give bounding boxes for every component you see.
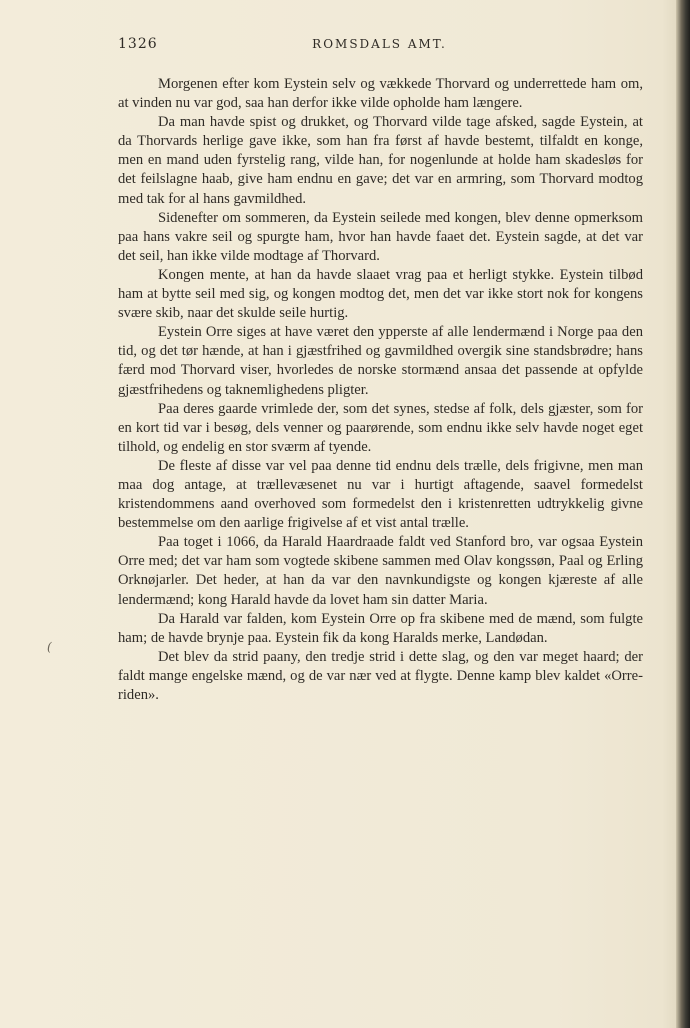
page-edge <box>676 0 690 1028</box>
paragraph: De fleste af disse var vel paa denne tid endnu dels trælle, dels frigivne, men man maa dog antage, at trællevæsenet nu var i hurtigt aftagende, saavel formedelst kristendommens aand overhoved som formedelst den i kristenretten udtrykkelig givne bestemmelse om den aarlige frigivelse af et vist antal trælle. <box>118 457 643 532</box>
paragraph: Morgenen efter kom Eystein selv og vækkede Thorvard og underrettede ham om, at vinden nu var god, saa han derfor ikke vilde opholde ham længere. <box>118 76 643 112</box>
margin-mark: ( <box>47 640 52 654</box>
body-text <box>118 75 643 705</box>
paragraph: Paa deres gaarde vrimlede der, som det synes, stedse af folk, dels gjæster, som for en kort tid var i besøg, dels venner og paarørende, som endnu ikke selv havde noget eget tilhold, og endelig en stor sværm af tyende. <box>118 400 643 455</box>
paragraph: Eystein Orre siges at have været den ypperste af alle lendermænd i Norge paa den tid, og det tør hænde, at han i gjæstfrihed og gavmildhed overgik sine standsbrødre; hans færd mod Thorvard viser, hvorledes de norske stormænd ansaa det passende at opfylde gjæstfrihedens og taknemlighedens pligter. <box>118 324 643 398</box>
running-title: ROMSDALS AMT. <box>312 37 447 51</box>
paragraph: Kongen mente, at han da havde slaaet vrag paa et herligt stykke. Eystein tilbød ham at bytte seil med sig, og kongen modtog det, men det var ikke stort nok for kongens svære skib, naar det skulde seile hurtig. <box>118 266 643 322</box>
page-number: 1326 <box>118 36 158 52</box>
paragraph: Da man havde spist og drukket, og Thorvard vilde tage afsked, sagde Eystein, at da Thorvards herlige gave ikke, som han fra først af havde bestemt, tilfaldt en konge, men en mand uden fyrstelig rang, vilde han, for nogenlunde at holde ham skadesløs for det feilslagne haab, give ham endnu en gave; det var en armring, som Thorvard modtog med tak for al hans gavmildhed. <box>118 114 643 207</box>
paragraph: Sidenefter om sommeren, da Eystein seilede med kongen, blev denne opmerksom paa hans vakre seil og spurgte ham, hvor han havde faaet det. Eystein sagde, at det var det seil, han ikke vilde modtage af Thorvard. <box>118 209 643 264</box>
paragraph: Paa toget i 1066, da Harald Haardraade faldt ved Stanford bro, var ogsaa Eystein Orre med; det var ham som vogtede skibene sammen med Olav kongssøn, Paal og Erling Orknøjarler. Det heder, at han da var den navnkundigste og kongen kjæreste af alle lendermænd; kong Harald havde da lovet ham sin datter Maria. <box>118 534 643 608</box>
paragraph: Det blev da strid paany, den tredje strid i dette slag, og den var meget haard; der faldt mange engelske mænd, og de var nær ved at flygte. Denne kamp blev kaldet «Orre-riden». <box>118 648 643 703</box>
page-header <box>118 36 641 58</box>
paragraph: Da Harald var falden, kom Eystein Orre op fra skibene med de mænd, som fulgte ham; de havde brynje paa. Eystein fik da kong Haralds merke, Landødan. <box>118 610 643 646</box>
